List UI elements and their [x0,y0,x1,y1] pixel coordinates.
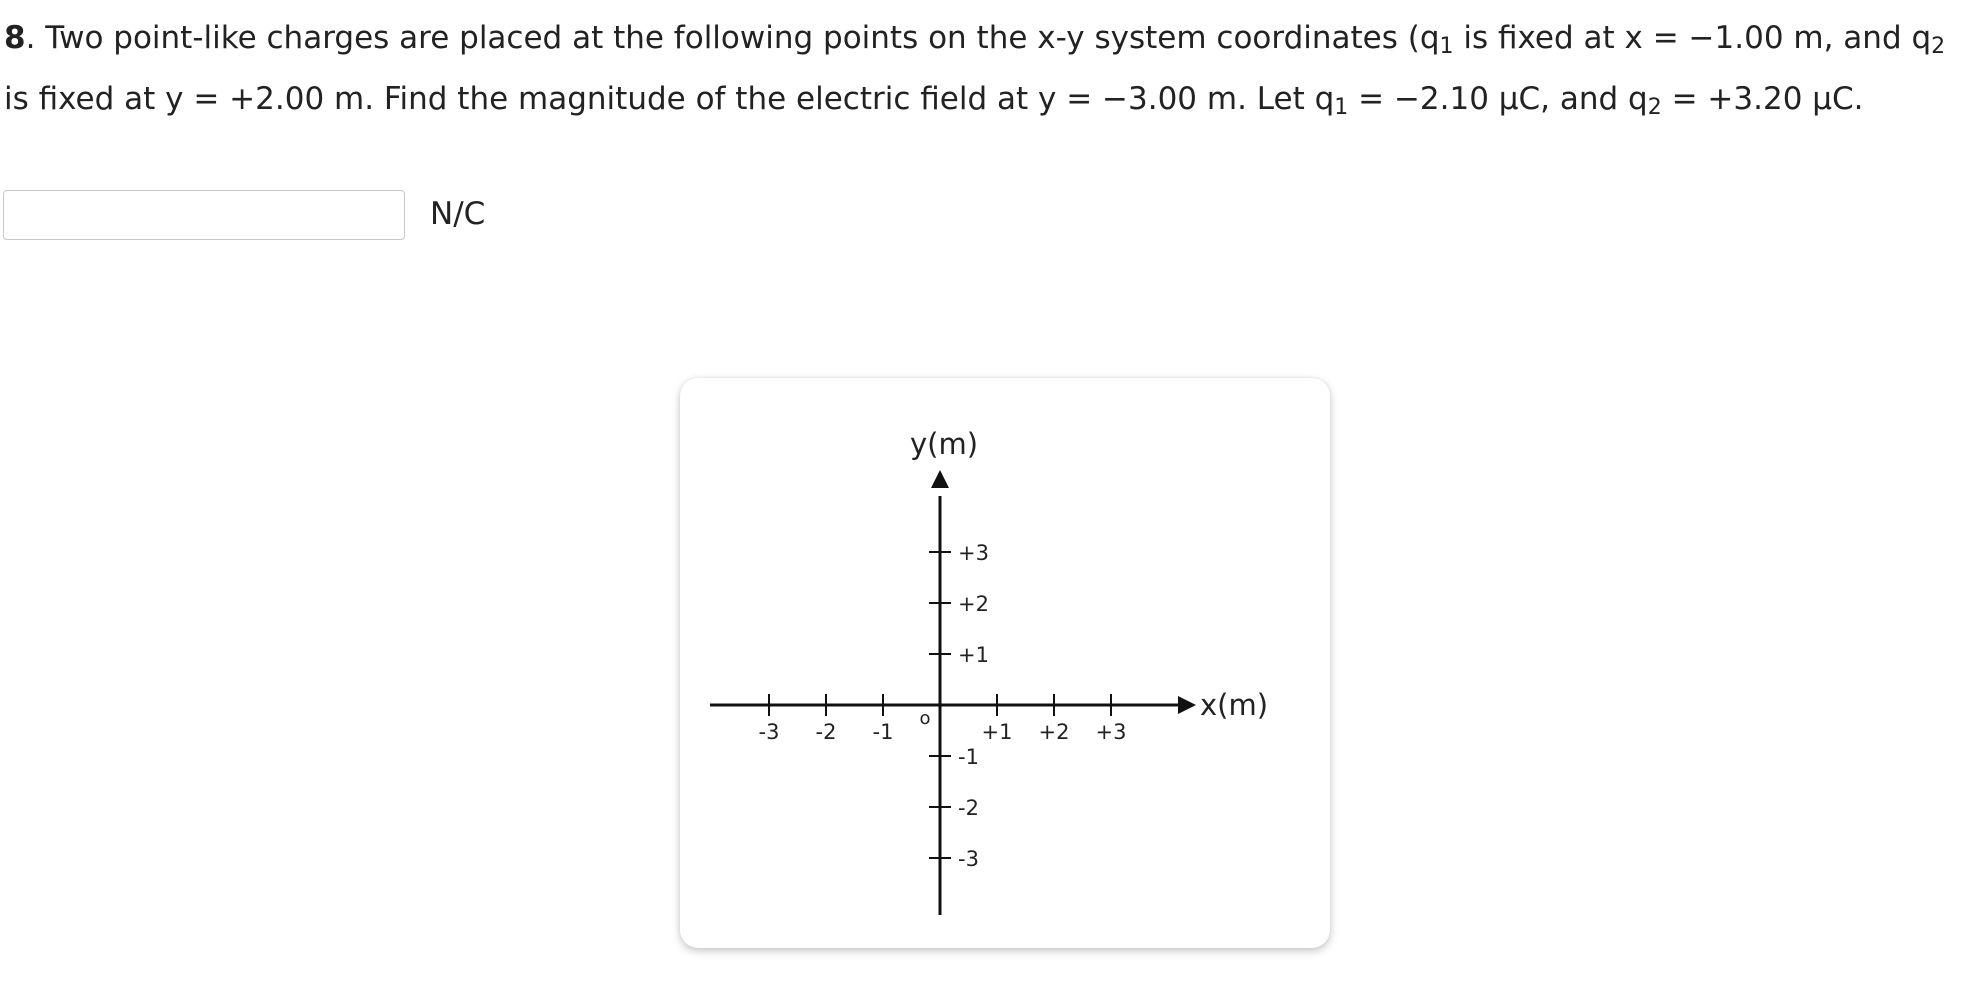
question-number: 8 [4,20,26,56]
question-part-5: = +3.20 μC. [1661,81,1864,117]
y-tick-label: -1 [958,745,979,769]
y-tick-label: +2 [958,592,989,616]
question-part-1: . Two point-like charges are placed at the following points on the x-y system coordinates (q [25,20,1440,56]
subscript-q1-value: 1 [1334,95,1349,120]
x-ticks-group [759,694,1127,744]
subscript-q1: 1 [1439,34,1454,59]
coordinate-figure [680,378,1330,948]
x-tick-label: -1 [872,720,894,744]
answer-unit-label: N/C [430,196,486,232]
question-part-3: is fixed at y = +2.00 m. Find the magnitude of the electric field at y = −3.00 m. Let q [4,81,1335,117]
x-axis-label: x(m) [1200,688,1269,722]
x-axis-arrow-icon [1178,696,1196,714]
y-tick-label: -3 [958,847,979,871]
question-text [4,8,1959,130]
question-part-4: = −2.10 μC, and q [1348,81,1648,117]
question-part-2: is fixed at x = −1.00 m, and q [1453,20,1932,56]
x-tick-label: +2 [1038,720,1070,744]
y-tick-label: +3 [958,541,989,565]
origin-label: o [919,708,931,729]
y-axis-arrow-icon [931,470,949,488]
x-tick-label: -3 [758,720,780,744]
y-tick-label: -2 [958,796,979,820]
subscript-q2: 2 [1931,34,1946,59]
y-axis-label: y(m) [909,427,979,461]
subscript-q2-value: 2 [1647,95,1662,120]
answer-input[interactable] [3,190,405,240]
coordinate-axes-diagram [680,378,1330,948]
x-tick-label: -2 [815,720,837,744]
x-tick-label: +3 [1095,720,1127,744]
x-tick-label: +1 [981,720,1013,744]
y-tick-label: +1 [958,643,989,667]
